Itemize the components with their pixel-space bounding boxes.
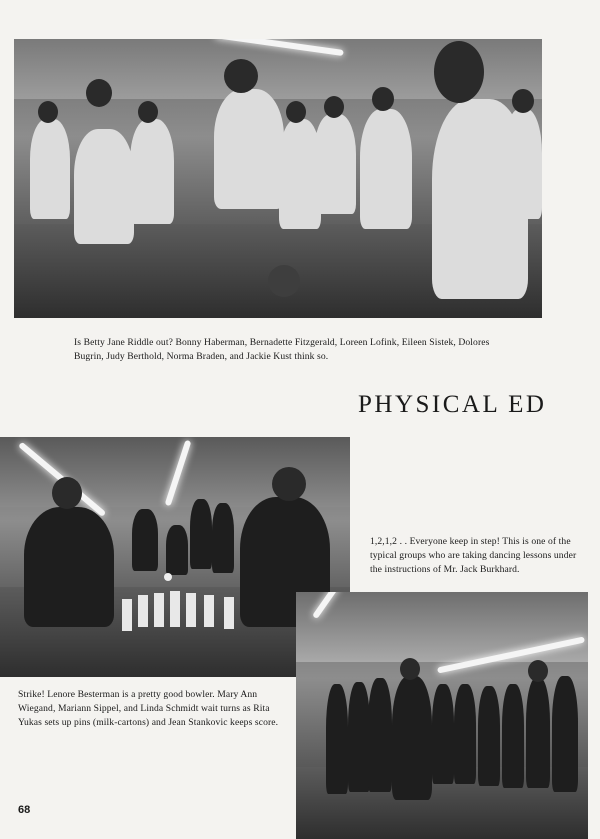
caption-dodgeball: Is Betty Jane Riddle out? Bonny Haberman, Bernadette Fitzgerald, Loreen Lofink, Eileen Sistek, Dolores Bugrin, Judy Berthold, Norma Braden, and Jackie Kust think so. (74, 337, 490, 362)
caption-bowling: Strike! Lenore Besterman is a pretty good bowler. Mary Ann Wiegand, Mariann Sippel, and Linda Schmidt wait turns as Rita Yukas sets up pins (milk-cartons) and Jean Stankovic keeps score. (18, 689, 279, 728)
photo-dancing-class (296, 592, 588, 839)
caption-dancing: 1,2,1,2 . . Everyone keep in step! This is one of the typical groups who are taking dancing lessons under the instructions of Mr. Jack Burkhard. (370, 536, 577, 575)
photo-dodgeball-game (14, 39, 542, 318)
page-number: 68 (18, 804, 31, 816)
page-title: PHYSICAL ED (358, 391, 547, 418)
